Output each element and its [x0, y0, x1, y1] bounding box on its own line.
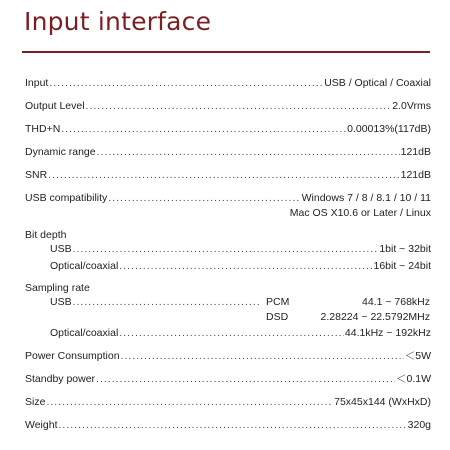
dot-leader — [119, 259, 372, 273]
spec-label: Power Consumption — [25, 350, 120, 362]
dsd-label: DSD — [266, 311, 289, 323]
spec-value: ＜0.1W — [395, 373, 431, 385]
pcm-label: PCM — [266, 296, 290, 308]
spec-value: 44.1kHz ~ 192kHz — [344, 327, 431, 339]
spec-value: 16bit ~ 24bit — [373, 260, 431, 272]
spec-value: ＜5W — [404, 350, 431, 362]
spec-value: 2.0Vrms — [392, 100, 431, 112]
spec-row-weight — [25, 418, 431, 432]
dot-leader — [59, 418, 407, 432]
dot-leader — [73, 295, 261, 309]
dot-leader — [73, 242, 379, 256]
spec-value: Windows 7 / 8 / 8.1 / 10 / 11 — [301, 192, 431, 204]
dot-leader — [86, 99, 392, 113]
spec-value: 121dB — [400, 146, 431, 158]
spec-label: USB compatibility — [25, 192, 108, 204]
spec-label: Weight — [25, 419, 58, 431]
section-heading-sampling-rate: Sampling rate — [25, 282, 90, 294]
dot-leader — [48, 168, 399, 182]
spec-label: Input — [25, 77, 49, 89]
dot-leader — [108, 191, 300, 205]
spec-value: 121dB — [400, 169, 431, 181]
spec-label: Optical/coaxial — [50, 260, 119, 272]
spec-label: SNR — [25, 169, 48, 181]
spec-label: Size — [25, 396, 46, 408]
dot-leader — [119, 326, 344, 340]
spec-value-secondary: Mac OS X10.6 or Later / Linux — [289, 207, 431, 219]
spec-row-bit-usb — [50, 242, 431, 256]
dsd-value: 2.28224 ~ 22.5792MHz — [320, 311, 430, 323]
spec-value: 320g — [407, 419, 431, 431]
spec-value: 1bit ~ 32bit — [379, 243, 431, 255]
spec-label: USB — [50, 296, 72, 308]
spec-row-dynamic-range — [25, 145, 431, 159]
spec-row-usb-compatibility — [25, 191, 431, 205]
spec-row-standby-power — [25, 372, 431, 386]
spec-label: THD+N — [25, 123, 61, 135]
spec-row-power-consumption — [25, 349, 431, 363]
spec-label: Dynamic range — [25, 146, 96, 158]
spec-label: Optical/coaxial — [50, 327, 119, 339]
dot-leader — [121, 349, 404, 363]
dot-leader — [96, 372, 395, 386]
section-heading-bit-depth: Bit depth — [25, 229, 67, 241]
spec-value: 75x45x144 (WxHxD) — [334, 396, 431, 408]
pcm-value: 44.1 ~ 768kHz — [361, 296, 430, 308]
spec-label: USB — [50, 243, 72, 255]
title-divider — [22, 51, 430, 53]
spec-row-size — [25, 395, 431, 409]
spec-row-sr-optical — [50, 326, 431, 340]
dot-leader — [46, 395, 333, 409]
spec-row-bit-optical — [50, 259, 431, 273]
spec-value: 0.00013%(117dB) — [347, 123, 431, 135]
dot-leader — [49, 76, 323, 90]
spec-row-output-level — [25, 99, 431, 113]
spec-label: Output Level — [25, 100, 85, 112]
spec-label: Standby power — [25, 373, 96, 385]
page-title: Input interface — [24, 7, 212, 36]
spec-row-sr-usb — [50, 295, 262, 309]
spec-row-thd — [25, 122, 431, 136]
spec-value: USB / Optical / Coaxial — [324, 77, 431, 89]
spec-row-input — [25, 76, 431, 90]
dot-leader — [97, 145, 400, 159]
spec-row-snr — [25, 168, 431, 182]
dot-leader — [61, 122, 346, 136]
